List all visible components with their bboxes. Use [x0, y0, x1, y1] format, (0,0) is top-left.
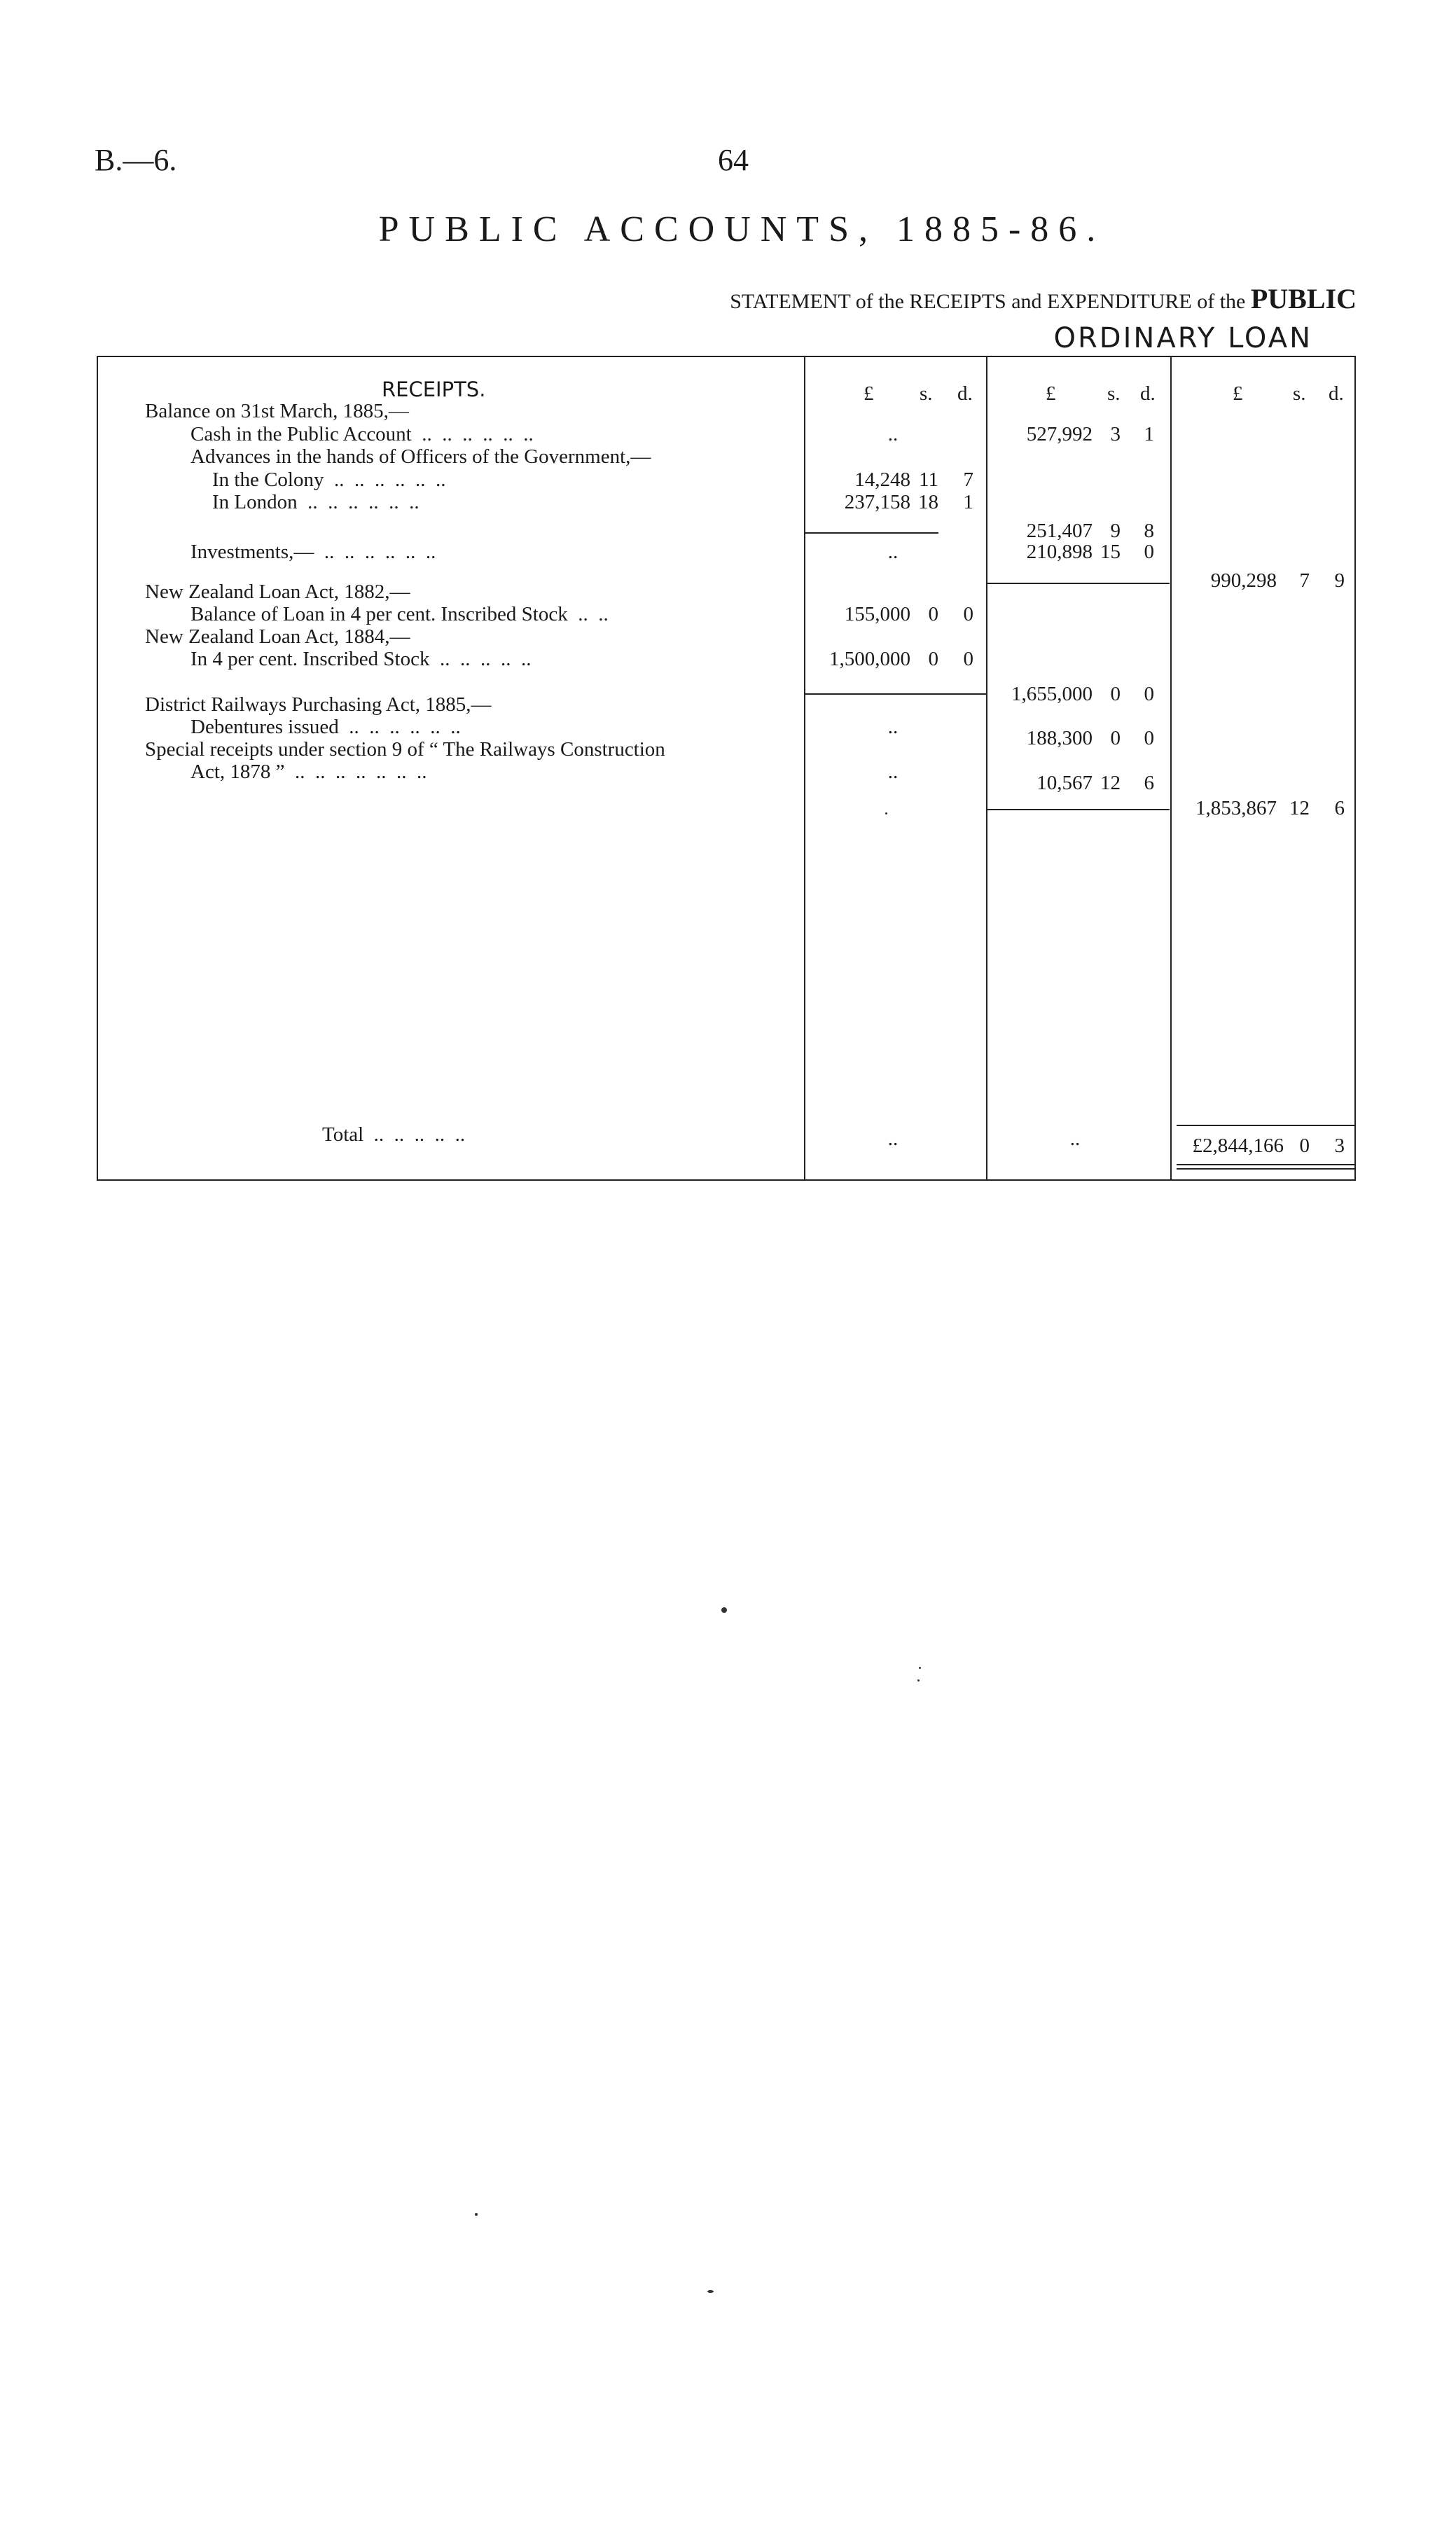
col2-debentures-pounds: 188,300 — [1026, 727, 1093, 749]
col2-special-shillings: 12 — [1100, 772, 1121, 794]
table-top-rule — [97, 356, 1356, 357]
col1-shillings: s. — [920, 382, 933, 405]
col1-colony-pence: 7 — [963, 469, 973, 491]
col2-special-pence: 6 — [1144, 772, 1154, 794]
row-total-label: Total .. .. .. .. .. — [322, 1123, 466, 1146]
col1-inscribed-pence: 0 — [963, 648, 973, 670]
col1-cash-dots: .. — [887, 423, 899, 445]
row-advances-label: Advances in the hands of Officers of the Government,— — [190, 445, 651, 468]
document-code: B.—6. — [95, 143, 177, 177]
rule-receipts — [987, 809, 1170, 810]
row-district-label: District Railways Purchasing Act, 1885,— — [145, 693, 492, 716]
col3-grand-total-shillings: 0 — [1299, 1135, 1310, 1157]
col1-inscribed-pounds: 1,500,000 — [829, 648, 910, 670]
table-left-rule — [97, 356, 98, 1181]
row-nz1884-label: New Zealand Loan Act, 1884,— — [145, 625, 410, 648]
col2-loans-shillings: 0 — [1110, 683, 1121, 705]
subtitle-text: STATEMENT of the RECEIPTS and EXPENDITURE of the — [730, 290, 1246, 313]
col2-loans-pounds: 1,655,000 — [1011, 683, 1093, 705]
col1-total-dots: .. — [887, 1128, 899, 1150]
rule-advances — [805, 532, 938, 534]
col2-investments-shillings: 15 — [1100, 541, 1121, 563]
col1-london-pounds: 237,158 — [844, 491, 910, 513]
rule-total-double-2 — [1177, 1168, 1354, 1170]
receipts-heading: RECEIPTS. — [382, 377, 486, 401]
table-bottom-rule — [97, 1179, 1356, 1181]
col3-receipts-pounds: 1,853,867 — [1195, 797, 1277, 819]
col2-investments-pence: 0 — [1144, 541, 1154, 563]
col2-special-pounds: 10,567 — [1036, 772, 1093, 794]
rule-balance — [987, 583, 1170, 584]
rule-total-double-1 — [1177, 1164, 1354, 1165]
loan-heading: ORDINARY LOAN — [1053, 322, 1312, 354]
page-number: 64 — [718, 143, 749, 177]
row-special-label-1: Special receipts under section 9 of “ The Railways Construction — [145, 738, 665, 761]
page-title: PUBLIC ACCOUNTS, 1885-86. — [378, 209, 1106, 249]
paper-speck — [917, 1679, 920, 1681]
col1-london-shillings: 18 — [918, 491, 938, 513]
col2-pound: £ — [1046, 382, 1056, 405]
row-debentures-label: Debentures issued .. .. .. .. .. .. — [190, 716, 461, 738]
row-colony-label: In the Colony .. .. .. .. .. .. — [212, 469, 446, 491]
paper-speck — [707, 2290, 714, 2293]
col1-loan-balance-pence: 0 — [963, 603, 973, 625]
rule-loans — [805, 693, 986, 695]
col3-pound: £ — [1233, 382, 1243, 405]
col2-total-dots: .. — [1069, 1128, 1081, 1150]
row-nz1882-label: New Zealand Loan Act, 1882,— — [145, 581, 410, 603]
col2-advances-pounds: 251,407 — [1026, 520, 1093, 542]
col2-debentures-pence: 0 — [1144, 727, 1154, 749]
col1-inscribed-shillings: 0 — [928, 648, 938, 670]
row-balance-label: Balance on 31st March, 1885,— — [145, 400, 409, 422]
col3-shillings: s. — [1293, 382, 1306, 405]
col1-special-dots: .. — [887, 761, 899, 783]
col-rule-3 — [1170, 356, 1172, 1181]
col3-grand-total-pence: 3 — [1334, 1135, 1345, 1157]
col3-pence: d. — [1329, 382, 1344, 405]
col1-pence: d. — [957, 382, 973, 405]
rule-total-top — [1177, 1125, 1354, 1126]
col3-balance-pounds: 990,298 — [1210, 569, 1277, 592]
statement-subtitle — [730, 282, 1357, 315]
col1-london-pence: 1 — [963, 491, 973, 513]
col1-colony-shillings: 11 — [919, 469, 938, 491]
col2-debentures-shillings: 0 — [1110, 727, 1121, 749]
col3-receipts-shillings: 12 — [1289, 797, 1310, 819]
col3-balance-pence: 9 — [1334, 569, 1345, 592]
row-special-label-2: Act, 1878 ” .. .. .. .. .. .. .. — [190, 761, 427, 783]
col2-advances-shillings: 9 — [1110, 520, 1121, 542]
row-cash-label: Cash in the Public Account .. .. .. .. .. .. — [190, 423, 534, 445]
col2-cash-shillings: 3 — [1110, 423, 1121, 445]
row-balance-loan-label: Balance of Loan in 4 per cent. Inscribed Stock .. .. — [190, 603, 609, 625]
row-london-label: In London .. .. .. .. .. .. — [212, 491, 420, 513]
col1-colony-pounds: 14,248 — [854, 469, 910, 491]
col3-grand-total-pounds: £2,844,166 — [1192, 1135, 1284, 1157]
table-right-rule — [1354, 356, 1356, 1181]
paper-speck — [919, 1667, 921, 1669]
col1-pound: £ — [864, 382, 874, 405]
col3-balance-shillings: 7 — [1299, 569, 1310, 592]
subtitle-bold: PUBLIC — [1250, 283, 1357, 314]
col1-investments-dots: .. — [887, 541, 899, 563]
col2-shillings: s. — [1107, 382, 1121, 405]
paper-speck — [475, 2213, 478, 2216]
col-rule-2 — [986, 356, 987, 1181]
col2-loans-pence: 0 — [1144, 683, 1154, 705]
col2-cash-pence: 1 — [1144, 423, 1154, 445]
row-investments-label: Investments,— .. .. .. .. .. .. — [190, 541, 436, 563]
paper-speck — [885, 812, 887, 814]
col2-advances-pence: 8 — [1144, 520, 1154, 542]
paper-speck — [721, 1607, 727, 1613]
col1-loan-balance-pounds: 155,000 — [844, 603, 910, 625]
col2-cash-pounds: 527,992 — [1026, 423, 1093, 445]
col1-loan-balance-shillings: 0 — [928, 603, 938, 625]
col2-investments-pounds: 210,898 — [1026, 541, 1093, 563]
col3-receipts-pence: 6 — [1334, 797, 1345, 819]
col2-pence: d. — [1140, 382, 1156, 405]
col1-debentures-dots: .. — [887, 716, 899, 738]
row-inscribed-label: In 4 per cent. Inscribed Stock .. .. .. .. .. — [190, 648, 532, 670]
